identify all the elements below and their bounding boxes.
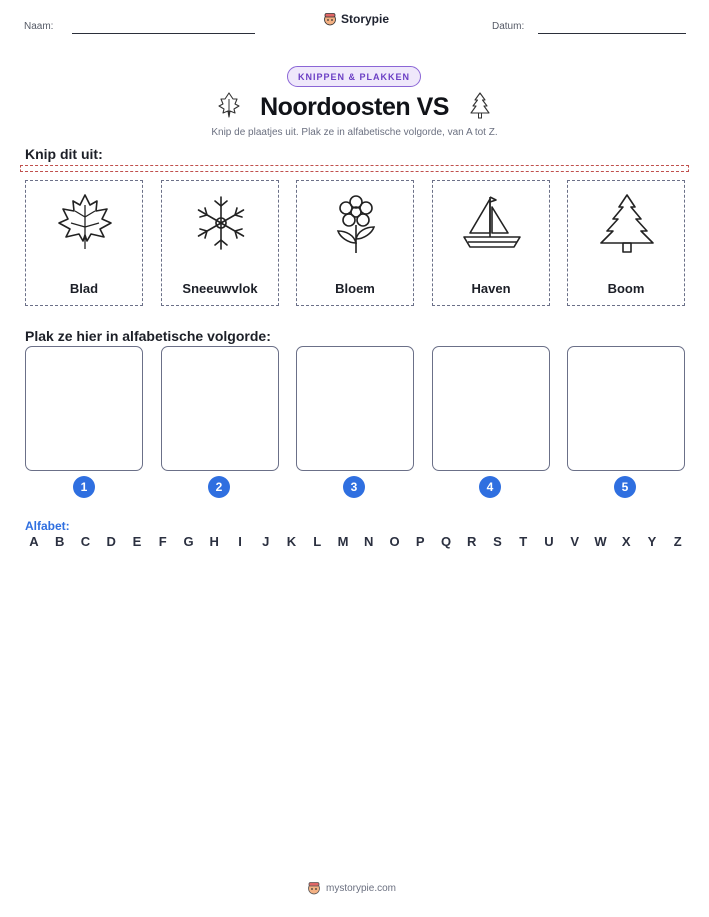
cut-card-label: Haven (471, 281, 511, 296)
cut-card-tree[interactable] (567, 180, 685, 306)
paste-section-title: Plak ze hier in alfabetische volgorde: (25, 328, 271, 344)
tree-decoration-icon (467, 91, 493, 121)
alphabet-letter: X (621, 534, 631, 549)
date-label: Datum: (492, 21, 525, 32)
cut-card-harbor[interactable] (432, 180, 550, 306)
date-line[interactable] (538, 33, 686, 34)
slot-number: 2 (208, 476, 230, 498)
slot-number: 4 (479, 476, 501, 498)
paste-box-5[interactable] (567, 346, 685, 471)
cut-card-flower[interactable] (296, 180, 414, 306)
tree-icon (597, 191, 657, 255)
name-line[interactable] (72, 33, 255, 34)
alphabet-letter: R (467, 534, 477, 549)
alphabet-letter: J (262, 534, 270, 549)
footer-url[interactable]: mystorypie.com (326, 882, 397, 894)
cut-section-title: Knip dit uit: (25, 146, 103, 162)
alphabet-title: Alfabet: (25, 519, 70, 533)
cut-card-leaf[interactable] (25, 180, 143, 306)
name-label: Naam: (24, 21, 54, 32)
alphabet-letter: U (544, 534, 554, 549)
storypie-mascot-icon (323, 12, 337, 26)
alphabet-letter: M (337, 534, 349, 549)
alphabet-letter: F (158, 534, 167, 549)
alphabet-letter: Q (440, 534, 452, 549)
alphabet-letter: L (313, 534, 322, 549)
alphabet-letter: W (594, 534, 607, 549)
alphabet-letter: Z (673, 534, 682, 549)
alphabet-letter: T (519, 534, 528, 549)
alphabet-letter: E (132, 534, 142, 549)
paste-box-2[interactable] (161, 346, 279, 471)
alphabet-letter: H (209, 534, 219, 549)
alphabet-letter: K (286, 534, 297, 549)
alphabet-letter: P (415, 534, 425, 549)
activity-badge: KNIPPEN & PLAKKEN (287, 66, 421, 87)
cut-card-label: Blad (69, 281, 99, 296)
slot-number: 3 (343, 476, 365, 498)
snowflake-icon (191, 191, 251, 255)
cut-card-label: Boom (607, 281, 645, 296)
storypie-mascot-icon (307, 881, 321, 895)
alphabet-letter: D (106, 534, 116, 549)
footer (307, 881, 396, 895)
instructions: Knip de plaatjes uit. Plak ze in alfabetische volgorde, van A tot Z. (211, 127, 498, 138)
brand-name: Storypie (341, 12, 390, 26)
sailboat-icon (462, 191, 522, 255)
paste-box-1[interactable] (25, 346, 143, 471)
leaf-icon (55, 191, 115, 255)
flower-icon (326, 191, 386, 255)
alphabet-letter: B (55, 534, 65, 549)
alphabet-letter: C (80, 534, 91, 549)
paste-box-3[interactable] (296, 346, 414, 471)
paste-box-4[interactable] (432, 346, 550, 471)
alphabet-letter: A (29, 534, 39, 549)
cut-card-label: Sneeuwvlok (182, 281, 258, 296)
alphabet-letter: G (183, 534, 194, 549)
slot-number: 5 (614, 476, 636, 498)
brand-logo (323, 12, 389, 26)
alphabet-letter: O (389, 534, 400, 549)
cut-card-label: Bloem (335, 281, 375, 296)
alphabet-letter: Y (647, 534, 657, 549)
cut-line (20, 165, 689, 172)
alphabet-letter: S (493, 534, 502, 549)
alphabet-letter: V (570, 534, 580, 549)
alphabet-row (26, 534, 686, 549)
page-title: Noordoosten VS (260, 93, 449, 121)
slot-number: 1 (73, 476, 95, 498)
alphabet-letter: I (238, 534, 242, 549)
alphabet-letter: N (364, 534, 374, 549)
cut-card-snowflake[interactable] (161, 180, 279, 306)
